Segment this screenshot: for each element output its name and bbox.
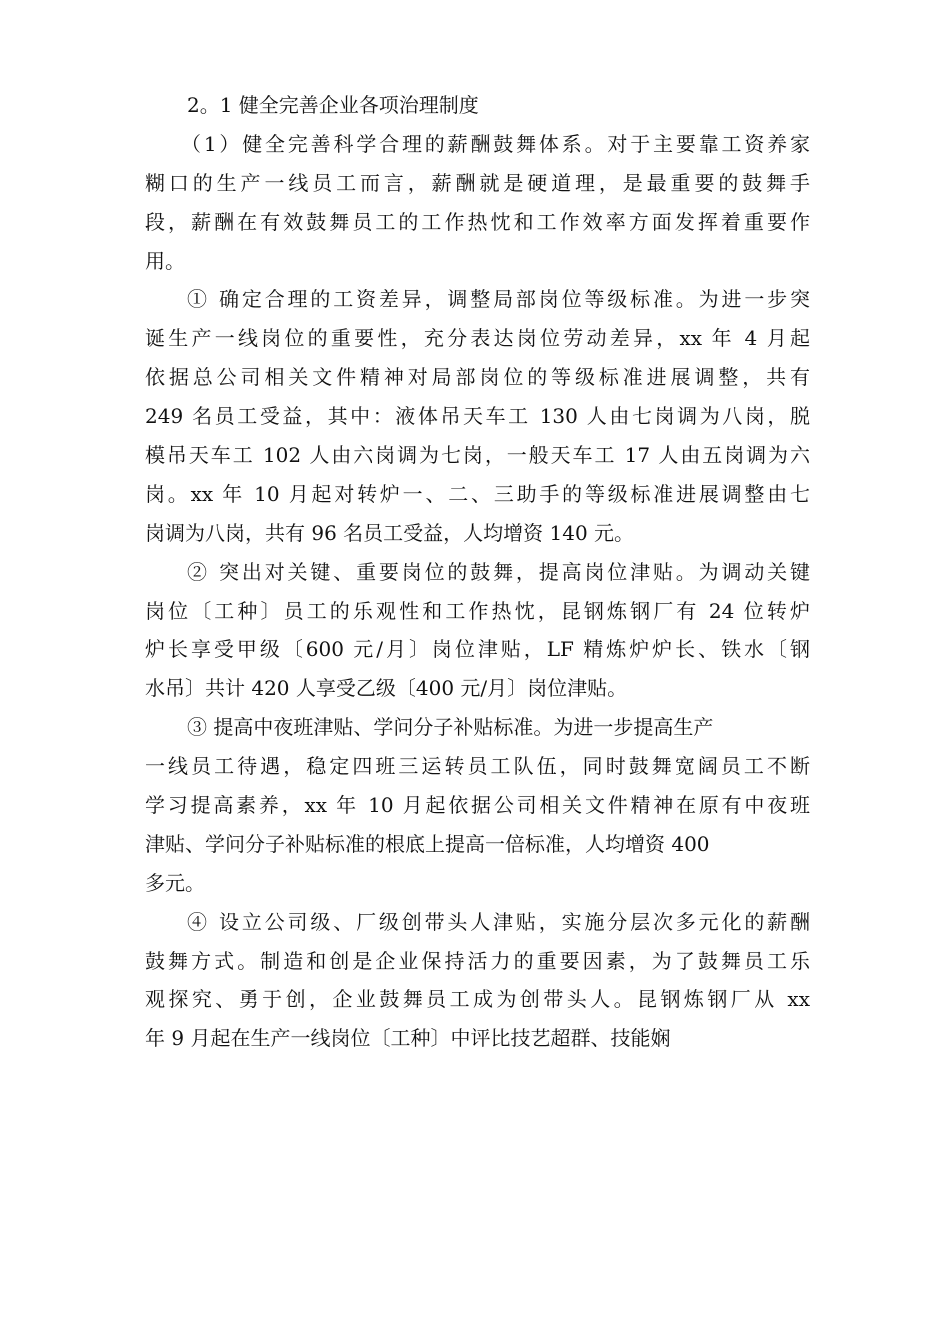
paragraph-line: 249 名员工受益，其中：液体吊天车工 130 人由七岗调为八岗，脱 <box>145 404 810 429</box>
paragraph-line: （1）健全完善科学合理的薪酬鼓舞体系。对于主要靠工资养家 <box>181 131 810 156</box>
paragraph-line: ③ 提高中夜班津贴、学问分子补贴标准。为进一步提高生产 <box>187 715 714 740</box>
paragraph-line: 鼓舞方式。制造和创是企业保持活力的重要因素，为了鼓舞员工乐 <box>145 948 810 973</box>
paragraph-line: 炉长享受甲级〔600 元/月〕岗位津贴，LF 精炼炉炉长、铁水〔钢 <box>145 637 810 662</box>
paragraph-line: 一线员工待遇，稳定四班三运转员工队伍，同时鼓舞宽阔员工不断 <box>145 754 810 779</box>
paragraph-5 <box>145 903 810 1059</box>
paragraph-4 <box>145 708 810 902</box>
paragraph-line: 多元。 <box>145 870 205 895</box>
paragraph-line: 段，薪酬在有效鼓舞员工的工作热忱和工作效率方面发挥着重要作 <box>145 209 810 234</box>
paragraph-line: 依据总公司相关文件精神对局部岗位的等级标准进展调整，共有 <box>145 365 810 390</box>
paragraph-line: 模吊天车工 102 人由六岗调为七岗，一般天车工 17 人由五岗调为六 <box>145 443 810 468</box>
paragraph-line: 岗位〔工种〕员工的乐观性和工作热忱，昆钢炼钢厂有 24 位转炉 <box>145 598 810 623</box>
paragraph-line: 岗调为八岗，共有 96 名员工受益，人均增资 140 元。 <box>145 520 635 545</box>
paragraph-line: 观探究、勇于创，企业鼓舞员工成为创带头人。昆钢炼钢厂从 xx <box>145 987 810 1012</box>
paragraph-line: 诞生产一线岗位的重要性，充分表达岗位劳动差异，xx 年 4 月起 <box>145 326 810 351</box>
paragraph-line: 岗。xx 年 10 月起对转炉一、二、三助手的等级标准进展调整由七 <box>145 481 810 506</box>
paragraph-line: ① 确定合理的工资差异，调整局部岗位等级标准。为进一步突 <box>187 287 810 312</box>
paragraph-line: ④ 设立公司级、厂级创带头人津贴，实施分层次多元化的薪酬 <box>187 909 810 934</box>
paragraph-line: 糊口的生产一线员工而言，薪酬就是硬道理，是最重要的鼓舞手 <box>145 170 810 195</box>
paragraph-2 <box>145 280 810 552</box>
paragraph-line: 用。 <box>145 248 185 273</box>
paragraph-line: 水吊〕共计 420 人享受乙级〔400 元/月〕岗位津贴。 <box>145 676 628 701</box>
paragraph-3 <box>145 553 810 709</box>
paragraph-line: 津贴、学问分子补贴标准的根底上提高一倍标准，人均增资 400 <box>145 831 710 856</box>
paragraph-line: 学习提高素养，xx 年 10 月起依据公司相关文件精神在原有中夜班 <box>145 793 810 818</box>
paragraph-line: 年 9 月起在生产一线岗位〔工种〕中评比技艺超群、技能娴 <box>145 1026 671 1051</box>
section-heading: 2。1 健全完善企业各项治理制度 <box>187 93 479 117</box>
paragraph-line: ② 突出对关键、重要岗位的鼓舞，提高岗位津贴。为调动关键 <box>187 559 810 584</box>
paragraph-1 <box>145 125 810 281</box>
document-body <box>145 86 810 1058</box>
